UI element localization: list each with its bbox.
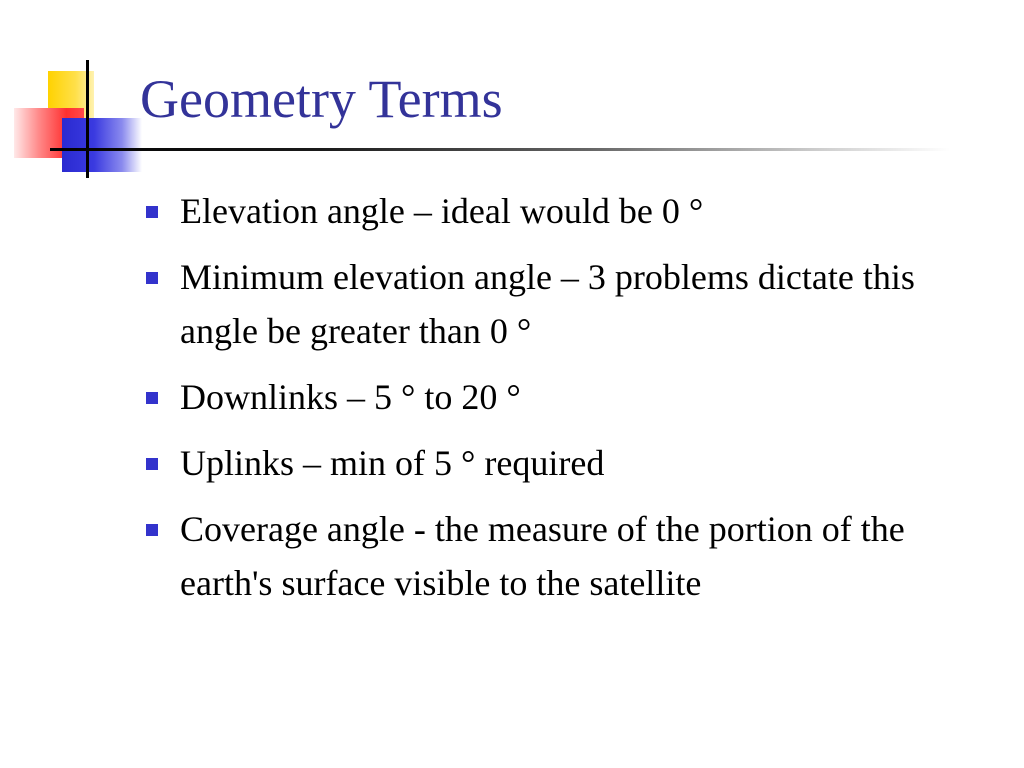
bullet-item — [180, 184, 1000, 238]
bullet-text: Minimum elevation angle – 3 problems dictate this angle be greater than 0 ° — [180, 257, 915, 351]
bullet-item — [180, 502, 1000, 610]
bullet-item — [180, 370, 1000, 424]
bullet-text: Elevation angle – ideal would be 0 ° — [180, 191, 704, 231]
decorative-vertical-line — [86, 60, 89, 178]
bullet-item — [180, 250, 1000, 358]
bullet-text: Uplinks – min of 5 ° required — [180, 443, 605, 483]
bullet-text: Coverage angle - the measure of the portion of the earth's surface visible to the satellite — [180, 509, 905, 603]
bullet-text: Downlinks – 5 ° to 20 ° — [180, 377, 521, 417]
bullet-item — [180, 436, 1000, 490]
square-bullet-icon — [146, 524, 158, 536]
square-bullet-icon — [146, 458, 158, 470]
square-bullet-icon — [146, 392, 158, 404]
square-bullet-icon — [146, 272, 158, 284]
slide-title: Geometry Terms — [140, 69, 503, 129]
bullet-list — [180, 184, 1000, 622]
decorative-blue-square — [62, 118, 142, 172]
title-underline — [50, 148, 950, 151]
square-bullet-icon — [146, 206, 158, 218]
